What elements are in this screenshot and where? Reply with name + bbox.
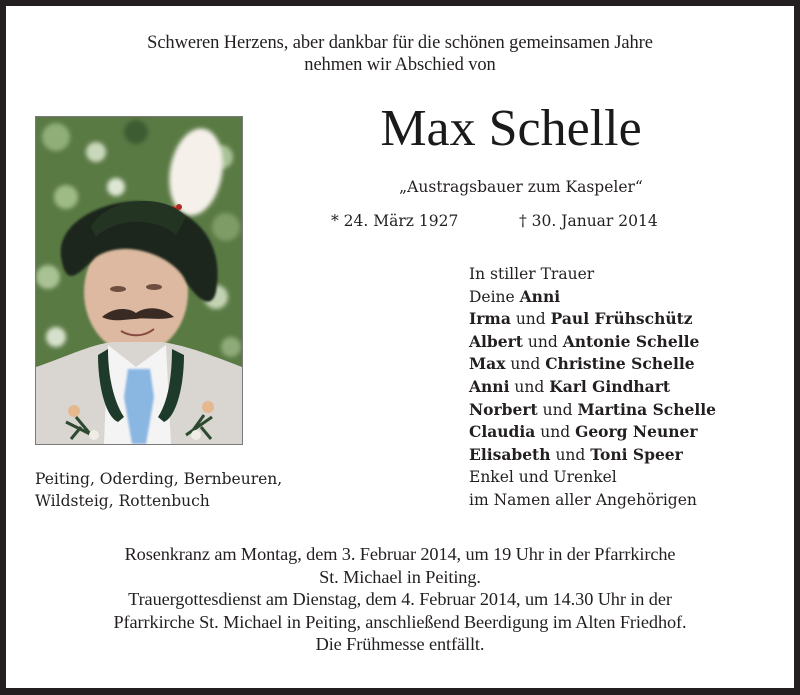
service-line: Die Frühmesse entfällt.	[315, 634, 485, 655]
mourner-name: Georg Neuner	[575, 422, 698, 442]
intro-text	[6, 32, 794, 76]
death-date: † 30. Januar 2014	[519, 212, 658, 230]
portrait-photo	[35, 116, 243, 445]
mourner-name: Christine Schelle	[545, 354, 695, 374]
obituary-card	[6, 6, 794, 688]
mourner-row	[469, 286, 716, 309]
mourners-heading: In stiller Trauer	[469, 265, 595, 283]
connector: und	[527, 332, 558, 351]
mourner-row	[469, 421, 716, 444]
mourner-name: Irma	[469, 309, 511, 329]
mourner-row	[469, 308, 716, 331]
connector: und	[542, 400, 573, 419]
connector: und	[510, 355, 541, 374]
service-line: Trauergottesdienst am Dienstag, dem 4. Februar 2014, um 14.30 Uhr in der	[128, 589, 672, 610]
service-details	[6, 543, 794, 656]
epithet: „Austragsbauer zum Kaspeler“	[399, 178, 643, 196]
mourner-name: Claudia	[469, 422, 536, 442]
mourner-name: Antonie Schelle	[562, 331, 700, 351]
mourner-name: Anni	[469, 376, 510, 396]
mourner-name: Anni	[519, 286, 561, 306]
service-line: Pfarrkirche St. Michael in Peiting, anschließend Beerdigung im Alten Friedhof.	[113, 611, 687, 632]
grandchildren-line: Enkel und Urenkel	[469, 468, 617, 487]
mourner-name: Paul Frühschütz	[550, 309, 693, 329]
connector: und	[515, 310, 546, 329]
mourner-row	[469, 331, 716, 354]
connector: und	[514, 377, 545, 396]
mourner-name: Albert	[469, 331, 523, 351]
mourner-row	[469, 399, 716, 422]
mourner-row	[469, 353, 716, 376]
mourner-row	[469, 376, 716, 399]
mourner-name: Elisabeth	[469, 444, 551, 464]
service-line: St. Michael in Peiting.	[319, 566, 481, 587]
mourners-list	[469, 263, 716, 512]
intro-line: nehmen wir Abschied von	[304, 55, 496, 75]
connector: und	[540, 423, 571, 442]
mourner-row	[469, 444, 716, 467]
mourner-name: Toni Speer	[590, 444, 683, 464]
places-line: Peiting, Oderding, Bernbeuren,	[35, 470, 283, 488]
mourner-name: Martina Schelle	[577, 399, 716, 419]
deine-prefix: Deine	[469, 287, 515, 306]
places-line: Wildsteig, Rottenbuch	[35, 492, 210, 510]
deceased-name: Max Schelle	[380, 100, 642, 157]
service-line: Rosenkranz am Montag, dem 3. Februar 2014, um 19 Uhr in der Pfarrkirche	[124, 544, 676, 564]
mourner-name: Max	[469, 354, 506, 374]
connector: und	[555, 445, 586, 464]
portrait-image	[36, 117, 242, 444]
mourner-name: Karl Gindhart	[549, 376, 671, 396]
places-list	[35, 468, 282, 512]
closing-line: im Namen aller Angehörigen	[469, 490, 697, 509]
mourner-name: Norbert	[469, 399, 538, 419]
intro-line: Schweren Herzens, aber dankbar für die schönen gemeinsamen Jahre	[147, 33, 653, 53]
birth-date: * 24. März 1927	[331, 212, 459, 230]
